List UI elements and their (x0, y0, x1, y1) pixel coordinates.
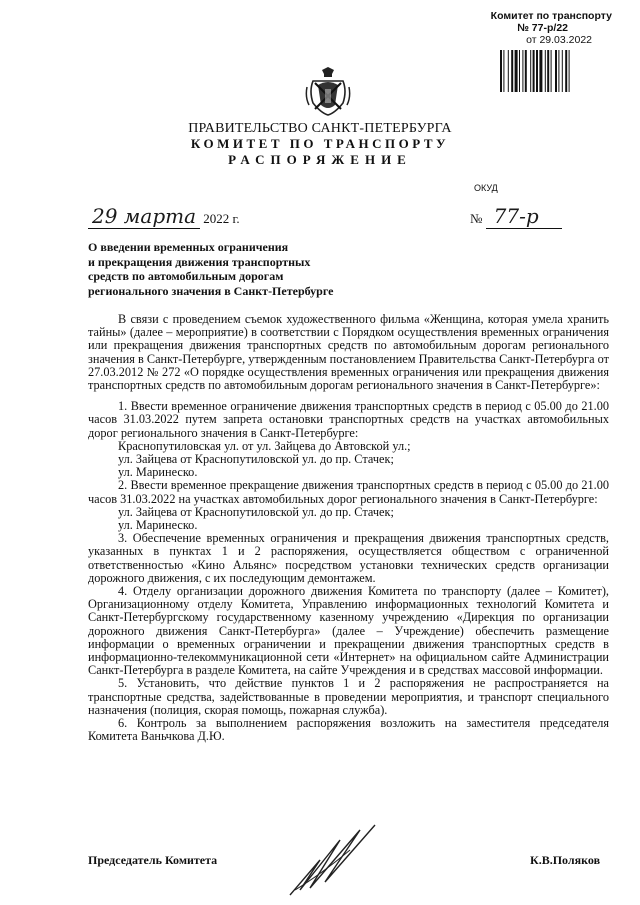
document-date (88, 204, 240, 229)
paragraph-2-item-a: ул. Зайцева от Краснопутиловской ул. до пр. Стачек; (118, 504, 394, 519)
paragraph-6: 6. Контроль за выполнением распоряжения возложить на заместителя председателя Комитета Ваньчкова Д.Ю. (88, 716, 609, 744)
paragraph-1-item-c: ул. Маринеско. (118, 465, 198, 480)
paragraph-1-item-b: ул. Зайцева от Краснопутиловской ул. до пр. Стачек; (118, 452, 394, 467)
paragraph-2: 2. Ввести временное прекращение движения транспортных средств в период с 05.00 до 21.00 часов 31.03.2022 на участках автомобильных дорог регионального значения в Санкт-Петербурге: (88, 478, 609, 506)
registration-stamp (462, 10, 612, 46)
document-type-heading: РАСПОРЯЖЕНИЕ (228, 152, 412, 167)
government-heading: ПРАВИТЕЛЬСТВО САНКТ-ПЕТЕРБУРГА (188, 121, 452, 136)
number-sign: № (470, 211, 483, 226)
committee-heading: КОМИТЕТ ПО ТРАНСПОРТУ (190, 136, 450, 151)
paragraph-1-item-a: Краснопутиловская ул. от ул. Зайцева до Автовской ул.; (118, 438, 411, 453)
coat-of-arms-icon (305, 67, 351, 117)
date-year: 2022 г. (203, 211, 240, 226)
barcode-icon (500, 50, 610, 92)
intro-paragraph: В связи с проведением съемок художественного фильма «Женщина, которая умела хранить тайны» (далее – мероприятие) в соответствии с Порядком осуществления временных ограничения или прекращения движения транспортных средств по автомобильным дорогам регионального значения в Санкт-Петербурге, утвержденным постановлением Правительства Санкт-Петербурга от 27.03.2012 № 272 «О порядке осуществления временных ограничения или прекращения движения транспортных средств по автомобильным дорогам регионального значения в Санкт-Петербурге»: (88, 312, 609, 393)
document-number (470, 204, 562, 229)
handwritten-number: 77-р (486, 204, 562, 229)
title-line: и прекращения движения транспортных (88, 254, 311, 269)
document-title (88, 240, 388, 298)
signer-name: К.В.Поляков (530, 853, 601, 867)
signature-icon (280, 820, 390, 900)
paragraph-1: 1. Ввести временное ограничение движения транспортных средств в период с 05.00 до 21.00 часов 31.03.2022 путем запрета остановки транспортных средств на участках автомобильных дорог регионального значения в Санкт-Петербурге: (88, 399, 609, 440)
stamp-committee: Комитет по транспорту (490, 10, 612, 22)
title-line: средств по автомобильным дорогам (88, 269, 284, 283)
document-body (88, 313, 609, 744)
signer-position: Председатель Комитета (88, 853, 218, 867)
paragraph-3: 3. Обеспечение временных ограничения и прекращения движения транспортных средств, указанных в пунктах 1 и 2 распоряжения, осуществляется обществом с ограниченной ответственностью «Кино Альянс» посредством установки технических средств организации дорожного движения, с их последующим демонтажем. (88, 531, 609, 585)
paragraph-2-item-b: ул. Маринеско. (118, 518, 198, 533)
paragraph-4: 4. Отделу организации дорожного движения Комитета по транспорту (далее – Комитет), Организационному отделу Комитета, Управлению информационных технологий Комитета и Санкт-Петербургскому государственному казенному учреждению «Дирекция по организации дорожного движения Санкт-Петербурга» (далее – Учреждение) обеспечить размещение информации о временных ограничении и прекращении движения транспортных средств в информационно-телекоммуникационной сети «Интернет» на официальном сайте Администрации Санкт-Петербурга в разделе Комитета, на сайте Учреждения и в средствах массовой информации. (88, 584, 609, 678)
stamp-number: № 77-р/22 (517, 22, 568, 34)
title-line: регионального значения в Санкт-Петербурге (88, 283, 334, 298)
title-line: О введении временных ограничения (88, 240, 289, 254)
paragraph-5: 5. Установить, что действие пунктов 1 и 2 распоряжения не распространяется на транспортные средства, задействованные в проведении мероприятия, и транспорт специального назначения (полиция, скорая помощь, пожарная служба). (88, 676, 609, 717)
okud-label: ОКУД (474, 183, 498, 193)
stamp-date: от 29.03.2022 (526, 34, 592, 46)
handwritten-date: 29 марта (88, 204, 200, 229)
